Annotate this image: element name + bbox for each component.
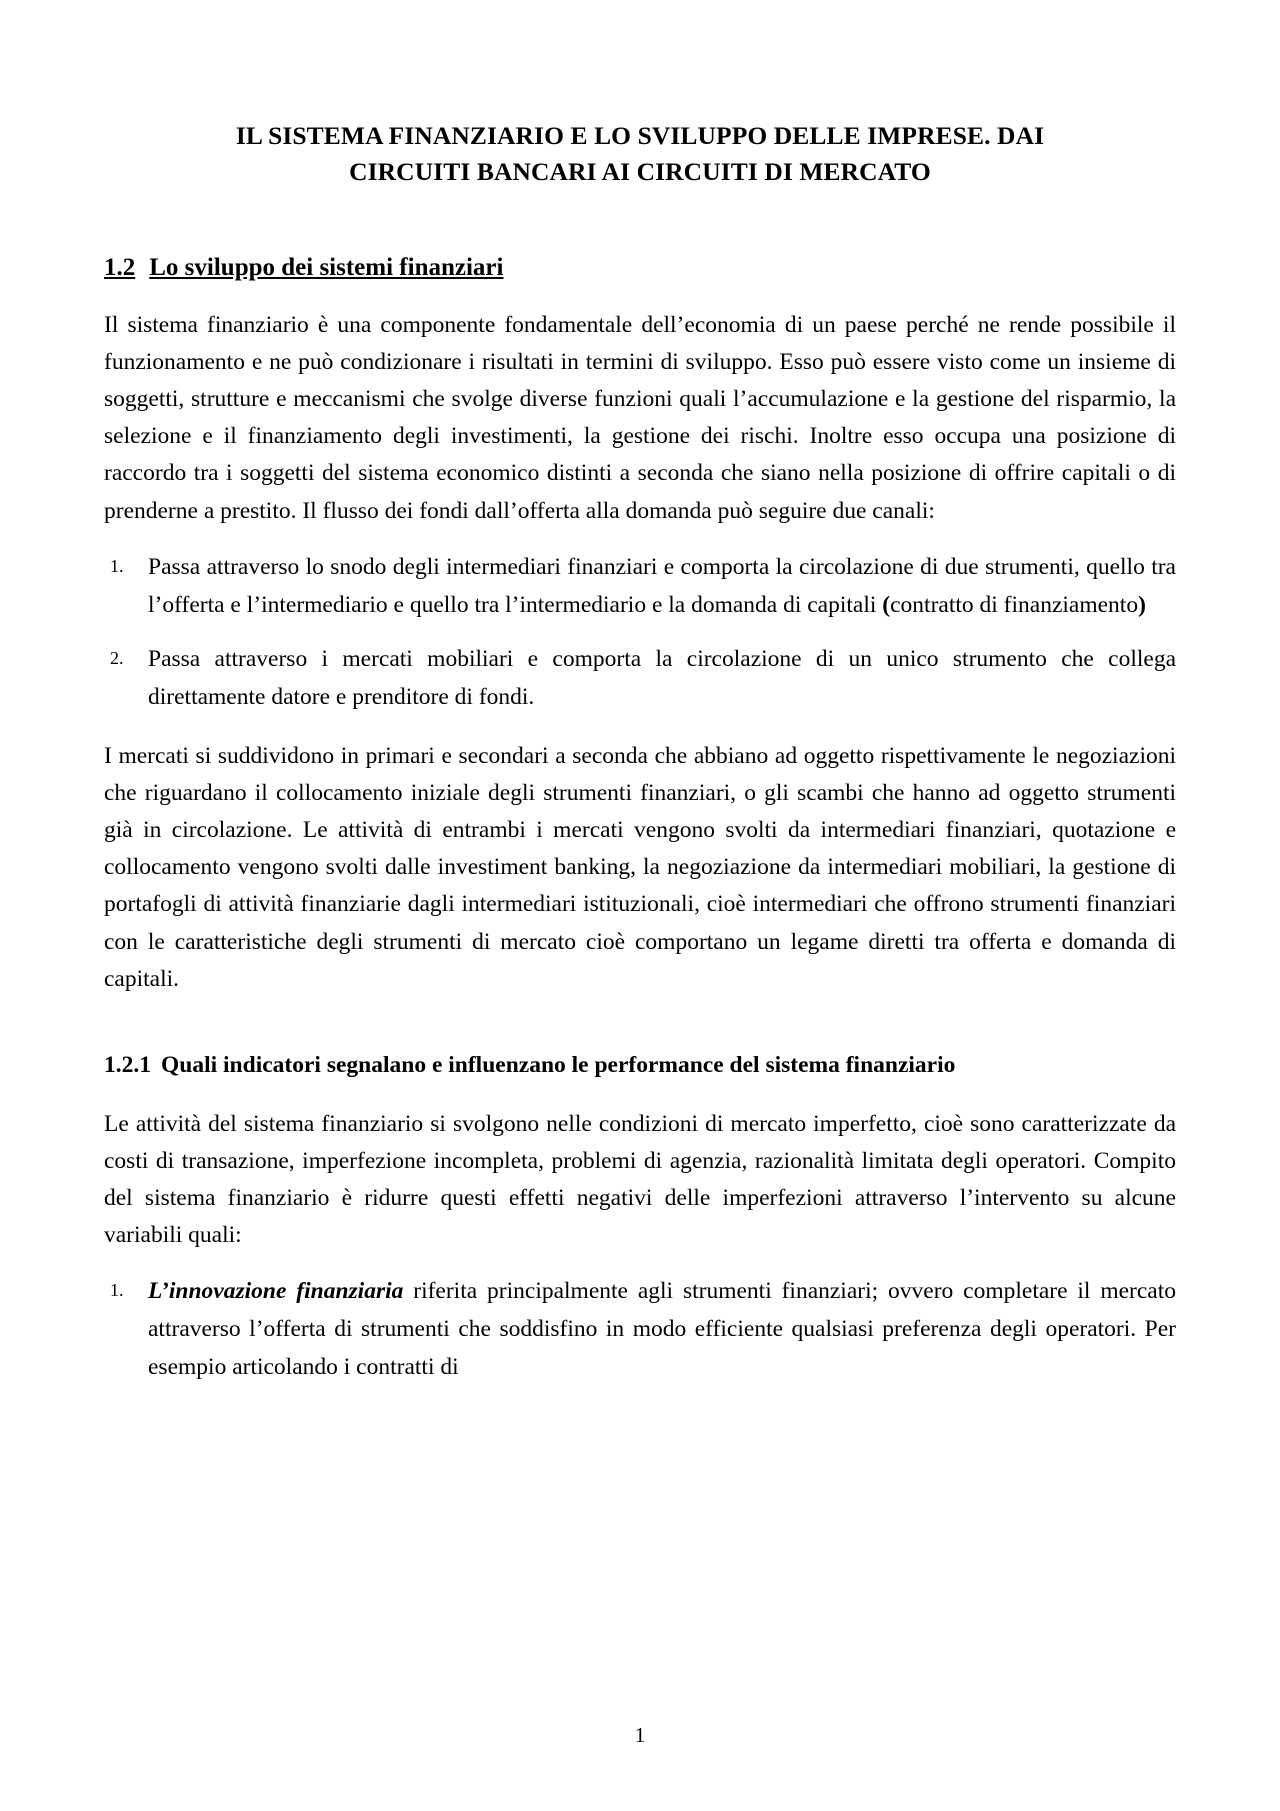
paragraph-1-2-1-intro: Le attività del sistema finanziario si svolgono nelle condizioni di mercato imperfetto, cioè sono caratterizzate da costi di transazione, imperfezione incompleta, problemi di agenzia, razionalità limitata degli operatori. Compito del sistema finanziario è ridurre questi effetti negativi delle imperfezioni attraverso l’intervento su alcune variabili quali: xyxy=(104,1110,1176,1248)
document-title xyxy=(104,118,1176,190)
list-item-text: Passa attraverso i mercati mobiliari e comporta la circolazione di un unico strumento che collega direttamente datore e prenditore di fondi. xyxy=(148,645,1176,710)
list-item-paren-close: ) xyxy=(1138,591,1146,618)
section-spacer xyxy=(104,998,1176,1048)
heading-section-1-2-1 xyxy=(104,1048,1176,1084)
list-item-paren-open: ( xyxy=(882,591,891,618)
list-item-text: Passa attraverso lo snodo degli intermediari finanziari e comporta la circolazione di due strumenti, quello tra l’offerta e l’intermediario e quello tra l’intermediario e la domanda di capitali xyxy=(148,553,1176,618)
list-item xyxy=(104,548,1176,624)
list-item-paren-text: contratto di finanziamento xyxy=(890,591,1139,618)
list-item-emphasis: L’innovazione finanziaria xyxy=(148,1278,404,1304)
paragraph-1-2-markets: I mercati si suddividono in primari e secondari a seconda che abbiano ad oggetto rispettivamente le negoziazioni che riguardano il collocamento iniziale degli strumenti finanziari, o gli scambi che hanno ad oggetto strumenti già in circolazione. Le attività di entrambi i mercati vengono svolti da intermediari finanziari, quotazione e collocamento vengono svolti dalle investiment banking, la negoziazione da intermediari mobiliari, la gestione di portafogli di attività finanziarie dagli intermediari istituzionali, cioè intermediari che offrono strumenti finanziari con le caratteristiche degli strumenti di mercato cioè comportano un legame diretti tra offerta e domanda di capitali. xyxy=(104,742,1176,992)
heading-section-1-2-1-number: 1.2.1 xyxy=(104,1051,151,1078)
heading-section-1-2 xyxy=(104,252,1176,285)
heading-section-1-2-number: 1.2 xyxy=(104,254,136,282)
list-item-marker: 1. xyxy=(110,1280,124,1300)
heading-section-1-2-1-title: Quali indicatori segnalano e influenzano le performance del sistema finanziario xyxy=(161,1051,956,1078)
list-item xyxy=(104,1272,1176,1386)
numbered-list-channels xyxy=(104,548,1176,716)
list-item-marker: 2. xyxy=(110,647,124,668)
page-number: 1 xyxy=(634,1723,646,1747)
list-item xyxy=(104,640,1176,716)
list-item-text: riferita principalmente agli strumenti finanziari; ovvero completare il mercato attraverso l’offerta di strumenti che soddisfino in modo efficiente qualsiasi preferenza degli operatori. Per esempio articolando i contratti di xyxy=(148,1278,1177,1381)
paragraph-1-2-intro: Il sistema finanziario è una componente fondamentale dell’economia di un paese perché ne rende possibile il funzionamento e ne può condizionare i risultati in termini di sviluppo. Esso può essere visto come un insieme di soggetti, strutture e meccanismi che svolge diverse funzioni quali l’accumulazione e la gestione del risparmio, la selezione e il finanziamento degli investimenti, la gestione dei rischi. Inoltre esso occupa una posizione di raccordo tra i soggetti del sistema economico distinti a seconda che siano nella posizione di offrire capitali o di prenderne a prestito. Il flusso dei fondi dall’offerta alla domanda può seguire due canali: xyxy=(104,311,1176,524)
document-title-line-2: CIRCUITI BANCARI AI CIRCUITI DI MERCATO xyxy=(349,157,931,187)
numbered-list-variables xyxy=(104,1272,1176,1386)
heading-section-1-2-title: Lo sviluppo dei sistemi finanziari xyxy=(149,254,504,282)
list-item-marker: 1. xyxy=(110,555,124,576)
document-title-line-1: IL SISTEMA FINANZIARIO E LO SVILUPPO DELLE IMPRESE. DAI xyxy=(235,121,1045,150)
